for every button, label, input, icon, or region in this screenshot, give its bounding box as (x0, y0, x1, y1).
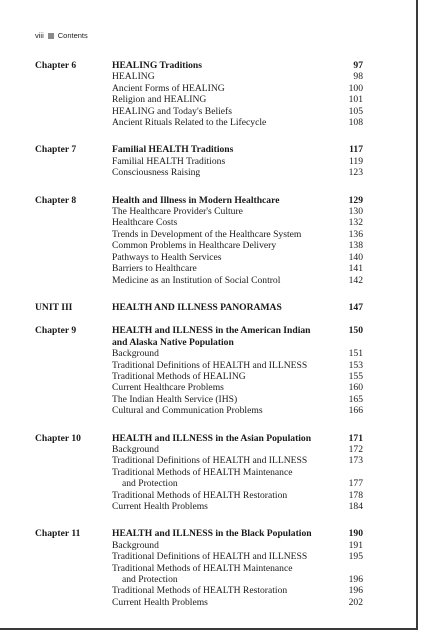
entry-page-number: 153 (348, 359, 363, 371)
entry-title: Barriers to Healthcare (112, 263, 197, 275)
entry-page-number: 101 (348, 94, 363, 106)
toc-entry (112, 240, 363, 251)
entry-title: HEALING Traditions (112, 60, 203, 71)
entry-title: Cultural and Communication Problems (112, 405, 263, 417)
toc-chapter (35, 302, 363, 313)
toc-chapter-heading (112, 528, 363, 539)
toc-entry (112, 467, 363, 478)
entry-title: Traditional Definitions of HEALTH and ILLNESS (112, 455, 308, 467)
page-number: viii (35, 31, 44, 40)
toc-entry (112, 206, 363, 217)
chapter-label: Chapter 11 (35, 528, 81, 540)
chapter-label: Chapter 6 (35, 60, 77, 71)
entry-title: Traditional Methods of HEALTH Maintenance (112, 466, 293, 478)
entry-title: and Protection (122, 478, 178, 490)
chapter-entries (112, 528, 363, 608)
entry-title: Healthcare Costs (112, 217, 178, 229)
entry-page-number: 191 (348, 539, 363, 551)
entry-page-number: 140 (348, 251, 363, 263)
entry-page-number: 142 (348, 274, 363, 286)
toc-entry (112, 94, 363, 105)
running-head (35, 31, 88, 40)
toc-entry (112, 574, 363, 585)
entry-title: Traditional Methods of HEALTH Restoration (112, 585, 288, 597)
toc-chapter-heading (112, 325, 363, 348)
entry-page-number: 195 (348, 551, 363, 563)
chapter-label: Chapter 7 (35, 144, 77, 156)
entry-page-number: 184 (348, 501, 363, 512)
entry-page-number: 171 (348, 432, 363, 444)
entry-page-number: 155 (348, 370, 363, 382)
entry-title: Consciousness Raising (112, 167, 201, 179)
entry-title: and Protection (122, 574, 178, 586)
entry-page-number: 196 (348, 574, 363, 586)
entry-page-number: 123 (348, 167, 363, 179)
entry-page-number: 147 (348, 301, 363, 313)
chapter-entries (112, 144, 363, 178)
entry-page-number: 196 (348, 585, 363, 597)
entry-page-number: 138 (348, 240, 363, 252)
toc-entry (112, 252, 363, 263)
entry-page-number: 165 (348, 393, 363, 405)
entry-page-number: 202 (348, 596, 363, 608)
entry-title: Traditional Methods of HEALTH Restoration (112, 489, 288, 501)
entry-page-number: 172 (348, 443, 363, 455)
entry-title: Ancient Forms of HEALING (112, 82, 225, 94)
toc-entry (112, 371, 363, 382)
entry-title: Health and Illness in Modern Healthcare (112, 194, 280, 206)
entry-page-number: 117 (349, 144, 363, 156)
toc-entry (112, 83, 363, 94)
entry-page-number: 160 (348, 382, 363, 394)
toc-chapter (35, 325, 363, 416)
entry-title: Ancient Rituals Related to the Lifecycle (112, 117, 267, 129)
entry-title: Current Health Problems (112, 596, 208, 608)
toc-entry (112, 117, 363, 128)
entry-title: HEALTH and ILLNESS in the Black Population (112, 528, 312, 540)
toc-chapter (35, 528, 363, 608)
entry-page-number: 178 (348, 489, 363, 501)
entry-page-number: 108 (348, 117, 363, 129)
toc-chapter (35, 195, 363, 286)
entry-title: HEALTH and ILLNESS in the Asian Population (112, 432, 312, 444)
entry-page-number: 98 (353, 71, 363, 83)
entry-title: Current Healthcare Problems (112, 382, 224, 394)
entry-title: HEALING (112, 71, 155, 83)
entry-page-number: 177 (348, 478, 363, 490)
entry-title: HEALTH and ILLNESS in the American Indian and Alaska Native Population (112, 325, 311, 348)
toc-entry (112, 106, 363, 117)
entry-title: The Indian Health Service (IHS) (112, 393, 238, 405)
toc-entry (112, 405, 363, 416)
entry-page-number: 105 (348, 105, 363, 117)
entry-title: Traditional Definitions of HEALTH and ILLNESS (112, 551, 308, 563)
toc-entry (112, 71, 363, 82)
entry-title: HEALTH AND ILLNESS PANORAMAS (112, 301, 282, 313)
toc-chapter-heading (112, 433, 363, 444)
entry-title: HEALING and Today's Beliefs (112, 105, 232, 117)
toc-entry (112, 217, 363, 228)
entry-title: Familial HEALTH Traditions (112, 144, 234, 156)
toc-entry (112, 360, 363, 371)
entry-title: Religion and HEALING (112, 94, 207, 106)
toc-entry (112, 490, 363, 501)
toc-entry (112, 382, 363, 393)
toc-entry (112, 585, 363, 596)
entry-page-number: 141 (348, 263, 363, 275)
running-head-label: Contents (57, 31, 88, 40)
toc-entry (112, 501, 363, 512)
toc-entry (112, 167, 363, 178)
entry-page-number: 173 (348, 455, 363, 467)
entry-title: Medicine as an Institution of Social Control (112, 274, 281, 286)
toc-entry (112, 551, 363, 562)
entry-page-number: 136 (348, 228, 363, 240)
toc-entry (112, 563, 363, 574)
entry-title: Traditional Methods of HEALTH Maintenance (112, 562, 293, 574)
toc-entry (112, 540, 363, 551)
entry-title: Traditional Methods of HEALING (112, 370, 246, 382)
toc-chapter (35, 433, 363, 513)
entry-title: Familial HEALTH Traditions (112, 155, 226, 167)
entry-page-number: 97 (353, 60, 363, 71)
chapter-label: UNIT III (35, 301, 73, 313)
entry-page-number: 129 (348, 194, 363, 206)
entry-title: Pathways to Health Services (112, 251, 222, 263)
entry-title: Background (112, 348, 159, 360)
toc-chapter-heading (112, 60, 363, 71)
entry-title: Common Problems in Healthcare Delivery (112, 240, 277, 252)
toc-chapter-heading (112, 195, 363, 206)
toc-entry (112, 394, 363, 405)
toc-entry (112, 348, 363, 359)
chapter-label: Chapter 10 (35, 432, 81, 444)
chapter-entries (112, 302, 363, 313)
entry-page-number: 100 (348, 82, 363, 94)
entry-title: Background (112, 443, 159, 455)
chapter-label: Chapter 9 (35, 325, 77, 337)
toc-entry (112, 455, 363, 466)
chapter-entries (112, 433, 363, 513)
toc-entry (112, 263, 363, 274)
chapter-label: Chapter 8 (35, 194, 77, 206)
chapter-entries (112, 325, 363, 416)
toc-entry (112, 597, 363, 608)
entry-page-number: 151 (348, 348, 363, 360)
entry-title: Traditional Definitions of HEALTH and ILLNESS (112, 359, 308, 371)
entry-page-number: 190 (348, 528, 363, 540)
table-of-contents (35, 60, 363, 608)
entry-title: The Healthcare Provider's Culture (112, 206, 243, 218)
toc-chapter-heading (112, 302, 363, 313)
chapter-entries (112, 60, 363, 128)
entry-page-number: 119 (348, 155, 363, 167)
toc-chapter (35, 144, 363, 178)
toc-entry (112, 229, 363, 240)
toc-entry (112, 478, 363, 489)
toc-entry (112, 275, 363, 286)
entry-page-number: 166 (348, 405, 363, 417)
square-bullet-icon (48, 33, 54, 39)
toc-chapter (35, 60, 363, 128)
entry-page-number: 130 (348, 206, 363, 218)
entry-page-number: 150 (348, 325, 363, 337)
entry-title: Current Health Problems (112, 501, 208, 512)
entry-title: Background (112, 539, 159, 551)
toc-entry (112, 156, 363, 167)
toc-entry (112, 444, 363, 455)
entry-page-number (341, 467, 363, 478)
entry-page-number (341, 563, 363, 574)
entry-title: Trends in Development of the Healthcare System (112, 228, 302, 240)
toc-chapter-heading (112, 144, 363, 155)
chapter-entries (112, 195, 363, 286)
entry-page-number: 132 (348, 217, 363, 229)
